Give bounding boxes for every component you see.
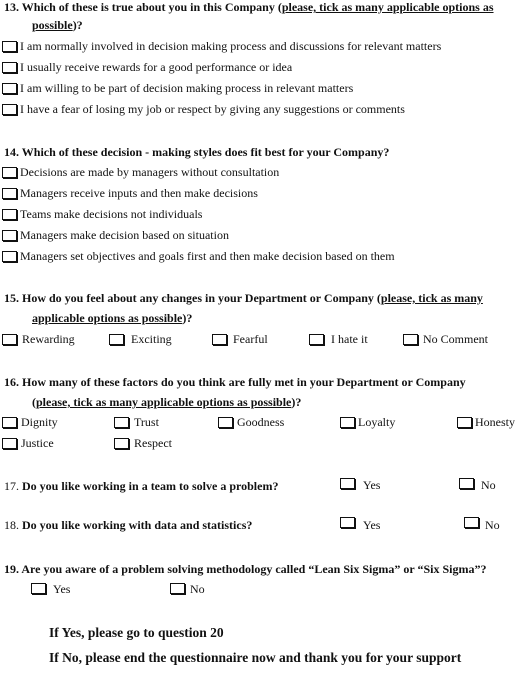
q16-question-cont [32, 395, 301, 410]
q17-text: Do you like working in a team to solve a problem? [22, 479, 279, 493]
q14-option-4: Managers make decision based on situation [20, 228, 229, 242]
instruction-no: If No, please end the questionnaire now and thank you for your support [49, 650, 462, 665]
q14-option-1: Decisions are made by managers without consultation [20, 165, 280, 179]
q13-checkbox-3[interactable] [2, 83, 17, 94]
q18-option-no: No [485, 518, 500, 532]
q16-option-trust: Trust [134, 415, 159, 429]
q13-hint-cont: possible [32, 18, 73, 32]
q15-option-no-comment: No Comment [423, 332, 488, 346]
q17-option-yes: Yes [363, 478, 381, 492]
q15-option-rewarding: Rewarding [22, 332, 75, 346]
q13-checkbox-4[interactable] [2, 104, 17, 115]
q19-question [4, 562, 486, 577]
q18-checkbox-yes[interactable] [340, 517, 355, 528]
q15-checkbox-exciting[interactable] [109, 334, 124, 345]
q14-option-2: Managers receive inputs and then make decisions [20, 186, 258, 200]
q14-option-5: Managers set objectives and goals first and then make decision based on them [20, 249, 395, 263]
q15-question-cont [32, 311, 192, 326]
q13-question-cont [32, 18, 83, 33]
q17-checkbox-no[interactable] [459, 478, 474, 489]
q17-number: 17. [4, 479, 19, 493]
q16-text: How many of these factors do you think are fully met in your Department or Company [22, 375, 466, 389]
q15-option-fearful: Fearful [233, 332, 268, 346]
q13-option-3: I am willing to be part of decision making process in relevant matters [20, 81, 354, 95]
q18-checkbox-no[interactable] [464, 517, 479, 528]
q16-checkbox-respect[interactable] [114, 438, 129, 449]
q16-checkbox-honesty[interactable] [457, 417, 472, 428]
q14-checkbox-4[interactable] [2, 230, 17, 241]
q17-option-no: No [481, 478, 496, 492]
q15-checkbox-fearful[interactable] [212, 334, 227, 345]
q15-question [4, 291, 483, 306]
q15-text: How do you feel about any changes in your Department or Company ( [22, 291, 381, 305]
q18-question [4, 518, 252, 533]
q13-checkbox-2[interactable] [2, 62, 17, 73]
q14-checkbox-3[interactable] [2, 209, 17, 220]
q13-question [4, 0, 494, 15]
q13-checkbox-1[interactable] [2, 41, 17, 52]
q14-option-3: Teams make decisions not individuals [20, 207, 203, 221]
q16-text-end: )? [291, 395, 302, 409]
q15-option-exciting: Exciting [131, 332, 172, 346]
q16-checkbox-trust[interactable] [114, 417, 129, 428]
q19-checkbox-yes[interactable] [31, 583, 46, 594]
q16-option-respect: Respect [134, 436, 172, 450]
q16-option-justice: Justice [21, 436, 54, 450]
q16-option-loyalty: Loyalty [358, 415, 396, 429]
q15-option-hate: I hate it [331, 332, 368, 346]
q13-text-end: )? [72, 18, 83, 32]
q15-hint-cont: applicable options as possible [32, 311, 183, 325]
q14-checkbox-2[interactable] [2, 188, 17, 199]
q14-number: 14. [4, 145, 19, 159]
q19-option-no: No [190, 582, 205, 596]
q14-text: Which of these decision - making styles does fit best for your Company? [21, 145, 390, 159]
instruction-yes: If Yes, please go to question 20 [49, 625, 224, 640]
q16-option-honesty: Honesty [475, 415, 515, 429]
q19-option-yes: Yes [53, 582, 71, 596]
q13-option-2: I usually receive rewards for a good performance or idea [20, 60, 293, 74]
q16-option-dignity: Dignity [21, 415, 58, 429]
q16-number: 16. [4, 375, 19, 389]
q14-question [4, 145, 389, 160]
q18-number: 18. [4, 518, 19, 532]
q19-text: Are you aware of a problem solving methodology called “Lean Six Sigma” or “Six Sigma”? [21, 562, 487, 576]
q13-option-1: I am normally involved in decision making process and discussions for relevant matters [20, 39, 442, 53]
q14-checkbox-1[interactable] [2, 167, 17, 178]
q13-hint: please, tick as many applicable options as [281, 0, 494, 14]
q17-question [4, 479, 278, 494]
q16-checkbox-justice[interactable] [2, 438, 17, 449]
q17-checkbox-yes[interactable] [340, 478, 355, 489]
q15-hint: please, tick as many [380, 291, 483, 305]
q16-question [4, 375, 466, 390]
q13-option-4: I have a fear of losing my job or respect by giving any suggestions or comments [20, 102, 405, 116]
q16-checkbox-loyalty[interactable] [340, 417, 355, 428]
q16-hint: please, tick as many applicable options as possible [36, 395, 292, 409]
q16-checkbox-goodness[interactable] [218, 417, 233, 428]
q16-option-goodness: Goodness [237, 415, 285, 429]
q19-checkbox-no[interactable] [170, 583, 185, 594]
q15-checkbox-no-comment[interactable] [403, 334, 418, 345]
q15-checkbox-hate[interactable] [309, 334, 324, 345]
q13-number: 13. [4, 0, 19, 14]
q14-checkbox-5[interactable] [2, 251, 17, 262]
q18-option-yes: Yes [363, 518, 381, 532]
q16-paren: ( [32, 395, 36, 409]
q15-text-end: )? [182, 311, 193, 325]
q15-number: 15. [4, 291, 19, 305]
q16-checkbox-dignity[interactable] [2, 417, 17, 428]
q15-checkbox-rewarding[interactable] [2, 334, 17, 345]
q19-number: 19. [4, 562, 19, 576]
q13-text: Which of these is true about you in this Company ( [21, 0, 282, 14]
q18-text: Do you like working with data and statistics? [22, 518, 253, 532]
